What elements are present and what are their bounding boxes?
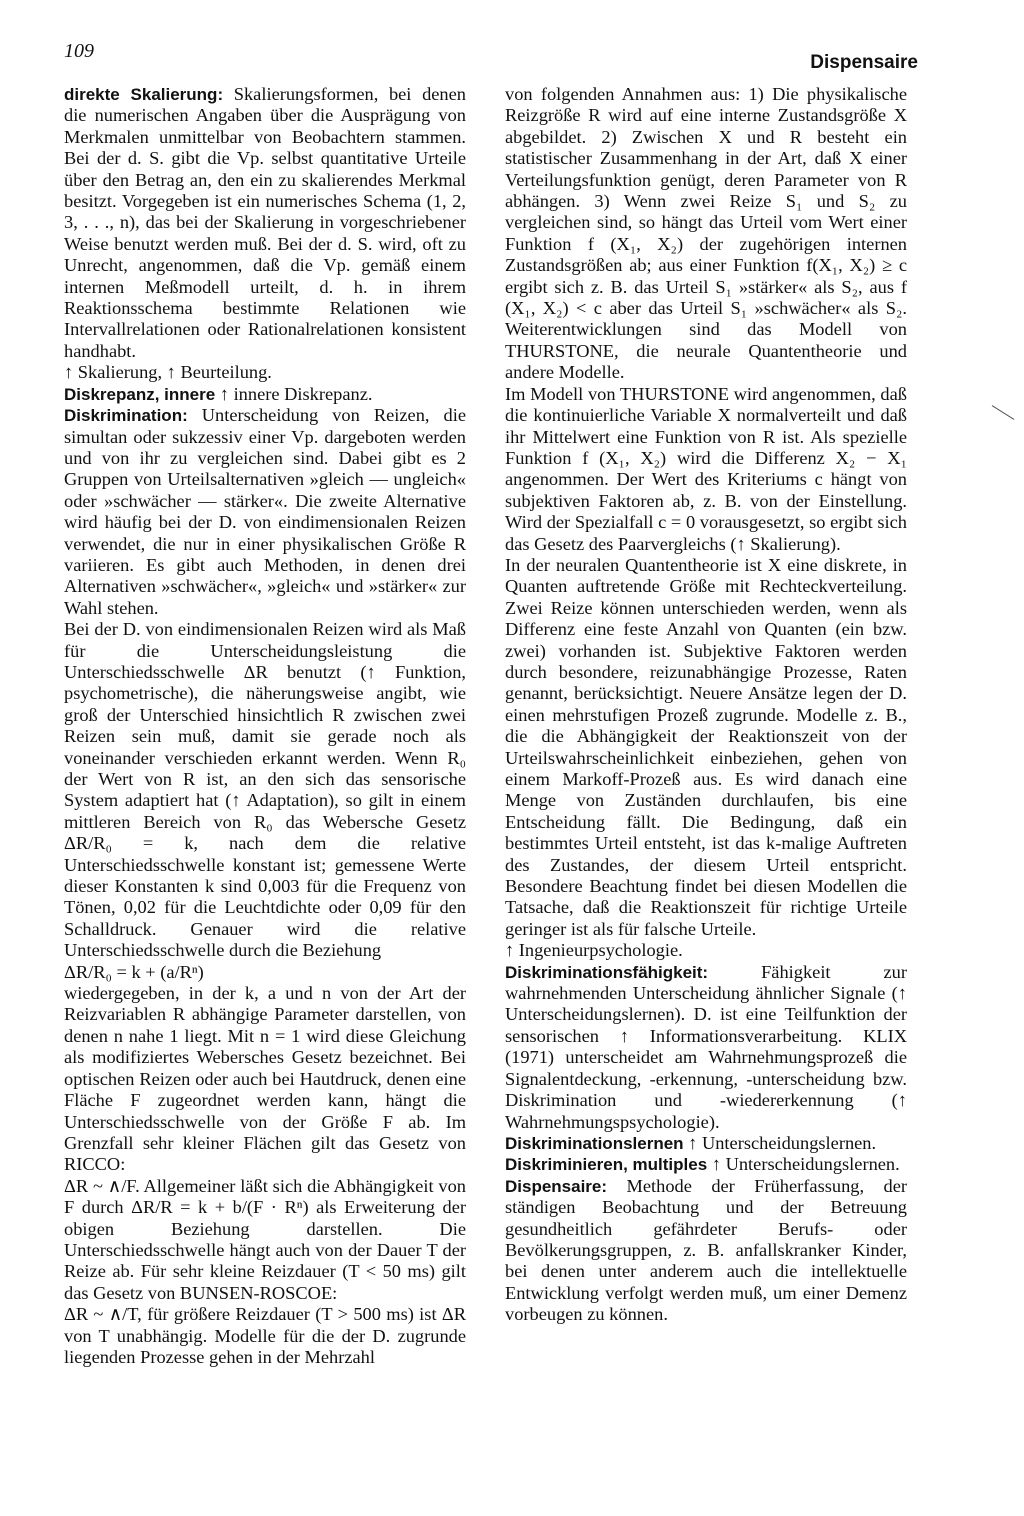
entry-text: Fähigkeit zur wahrnehmenden Unterscheidung ähnlicher Signale (↑ Unterscheidungslernen). D. ist eine Teilfunktion der sensorischen ↑ Informationsverarbeitung. KLIX (1971) unterscheidet am Wahrnehmungsprozeß die Signalentdeckung, -erkennung, -unterscheidung bzw. Diskrimination und -wiedererkennung (↑ Wahrnehmungspsychologie). (505, 961, 907, 1132)
entry-text: Unterscheidung von Reizen, die simultan oder sukzessiv einer Vp. dargeboten werden und von ihr zu vergleichen sind. Dabei gibt es 2 Gruppen von Urteilsalternativen »gleich — ungleich« oder »schwächer — stärker«. Die zweite Alternative wird häufig bei der D. von eindimensionalen Reizen verwendet, die nur in einer physikalischen Größe R variieren. Es gibt auch Methoden, in denen drei Alternativen »schwächer«, »gleich« und »stärker« zur Wahl stehen. (64, 405, 466, 618)
page-number: 109 (64, 40, 94, 62)
running-head: Dispensaire (810, 52, 918, 73)
entry-text: ↑ innere Diskrepanz. (215, 383, 373, 404)
right-column (505, 84, 907, 1326)
entry-diskrimination (64, 405, 466, 619)
paragraph: ΔR ~ ∧/T, für größere Reizdauer (T > 500 ms) ist ΔR von T unabhängig. Modelle für die der D. zugrunde liegenden Prozesse gehen in der Mehrzahl (64, 1304, 466, 1367)
entry-term: Diskriminationslernen (505, 1133, 684, 1153)
paragraph: wiedergegeben, in der k, a und n von der Art der Reizvariablen R abhängige Parameter darstellen, von denen n nahe 1 liegt. Mit n = 1 wird diese Gleichung als modifiziertes Webersches Gesetz bezeichnet. Bei optischen Reizen oder auch bei Hautdruck, denen eine Fläche F zugeordnet werden kann, hängt die Unterschiedsschwelle von der Größe F ab. Im Grenzfall sehr kleiner Flächen gilt das Gesetz von RICCO: (64, 983, 466, 1175)
entry-text: Methode der Früherfassung, der ständigen Beobachtung und der Betreuung gesundheitlich gefährdeter Berufs- oder Bevölkerungsgruppen, z. B. anfallskranker Kinder, bei denen unter anderem auch die intellektuelle Entwicklung verfolgt werden muß, um einer Demenz vorbeugen zu können. (505, 1175, 907, 1325)
entry-text: ↑ Unterscheidungslernen. (683, 1132, 877, 1153)
entry-diskriminationslernen (505, 1133, 907, 1154)
paragraph: ΔR ~ ∧/F. Allgemeiner läßt sich die Abhängigkeit von F durch ΔR/R = k + b/(F · Rⁿ) als Erweiterung der obigen Beziehung darstellen. Die Unterschiedsschwelle hängt auch von der Dauer T der Reize ab. Für sehr kleine Reizdauer (T < 50 ms) gilt das Gesetz von BUNSEN-ROSCOE: (64, 1175, 466, 1303)
paragraph: Bei der D. von eindimensionalen Reizen wird als Maß für die Unterscheidungsleistung die Unterschiedsschwelle ΔR benutzt (↑ Funktion, psychometrische), die näherungsweise angibt, wie groß der Unterschied hinsichtlich R zwischen zwei Reizen sein muß, damit sie gerade noch als voneinander verschieden erkannt werden. Wenn R₀ der Wert von R ist, an den sich das sensorische System adaptiert hat (↑ Adaptation), so gilt in einem mittleren Bereich von R₀ das Webersche Gesetz ΔR/R₀ = k, nach dem die relative Unterschiedsschwelle konstant ist; gemessene Werte dieser Konstanten k sind 0,003 für die Frequenz von Tönen, 0,02 für die Leuchtdichte oder 0,09 für den Schalldruck. Genauer wird die relative Unterschiedsschwelle durch die Beziehung (64, 619, 466, 961)
entry-diskriminationsfaehigkeit (505, 962, 907, 1133)
entry-direkte-skalierung (64, 84, 466, 362)
entry-term: Diskrimination: (64, 406, 188, 426)
entry-term: Diskriminieren, multiples (505, 1155, 708, 1175)
entry-text: ↑ Unterscheidungslernen. (707, 1154, 900, 1175)
left-column (64, 84, 466, 1368)
cross-reference: ↑ Skalierung, ↑ Beurteilung. (64, 362, 272, 383)
cross-reference: ↑ Ingenieurpsychologie. (505, 940, 683, 961)
entry-term: direkte Skalierung: (64, 85, 224, 104)
paragraph: von folgenden Annahmen aus: 1) Die physikalische Reizgröße R wird auf eine interne Zustandsgröße X abgebildet. 2) Zwischen X und R besteht ein statistischer Zusammenhang in der Art, daß X einer Verteilungsfunktion genügt, deren Parameter von R abhängen. 3) Wenn zwei Reize S₁ und S₂ zu vergleichen sind, so hängt das Urteil vom Wert einer Funktion f (X₁, X₂) der zugehörigen internen Zustandsgrößen ab; aus einer Funktion f(X₁, X₂) ≥ c ergibt sich z. B. das Urteil S₁ »stärker« als S₂, aus f (X₁, X₂) < c aber das Urteil S₁ »schwächer« als S₂. Weiterentwicklungen sind das Modell von THURSTONE, die neurale Quantentheorie und andere Modelle. (505, 84, 907, 383)
entry-dispensaire (505, 1176, 907, 1326)
scan-mark (992, 405, 1015, 420)
entry-diskrepanz-innere (64, 384, 466, 405)
paragraph: In der neuralen Quantentheorie ist X eine diskrete, in Quanten auftretende Größe mit Rechteckverteilung. Zwei Reize können unterschieden werden, wenn als Differenz eine feste Anzahl von Quanten (ein bzw. zwei) vorhanden ist. Subjektive Faktoren werden durch besondere, reizunabhängige Prozesse, Raten genannt, berücksichtigt. Neuere Ansätze legen der D. einen mehrstufigen Prozeß zugrunde. Modelle z. B., die die Abhängigkeit der Reaktionszeit von der Urteilswahrscheinlichkeit einbeziehen, gehen von einem Markoff-Prozeß aus. Es wird danach eine Menge von Zuständen durchlaufen, bis eine Entscheidung fällt. Die Bedingung, daß ein bestimmtes Urteil entsteht, ist das k-malige Auftreten des Zustandes, der diesem Urteil entspricht. Besondere Beachtung findet bei diesen Modellen die Tatsache, daß die Reaktionszeit für richtige Urteile geringer ist als für falsche Urteile. (505, 554, 907, 939)
entry-term: Dispensaire: (505, 1176, 608, 1196)
entry-diskriminieren-multiples (505, 1154, 907, 1175)
entry-text: Skalierungsformen, bei denen die numerischen Angaben über die Ausprägung von Merkmalen unmittelbar von Beobachtern stammen. Bei der d. S. gibt die Vp. selbst quantitative Urteile über den Betrag an, den ein zu skalierendes Merkmal besitzt. Vorgegeben ist ein numerisches Schema (1, 2, 3, . . ., n), das bei der Skalierung in vorgeschriebener Weise benutzt werden muß. Bei der d. S. wird, oft zu Unrecht, angenommen, daß die Vp. gemäß einem internen Meßmodell urteilt, d. h. in ihrem Reaktionsschema bestimmte Relationen wie Intervallrelationen oder Rationalrelationen konsistent handhabt. (64, 84, 466, 361)
paragraph: Im Modell von THURSTONE wird angenommen, daß die kontinuierliche Variable X normalverteilt und daß ihr Mittelwert eine Funktion von R ist. Als spezielle Funktion f (X₁, X₂) wird die Differenz X₂ − X₁ angenommen. Der Wert des Kriteriums c hängt von subjektiven Faktoren ab, z. B. von der Einstellung. Wird der Spezialfall c = 0 vorausgesetzt, so ergibt sich das Gesetz des Paarvergleichs (↑ Skalierung). (505, 383, 907, 554)
entry-term: Diskrepanz, innere (64, 384, 216, 404)
formula: ΔR/R₀ = k + (a/Rⁿ) (64, 961, 204, 982)
entry-term: Diskriminationsfähigkeit: (505, 962, 709, 982)
